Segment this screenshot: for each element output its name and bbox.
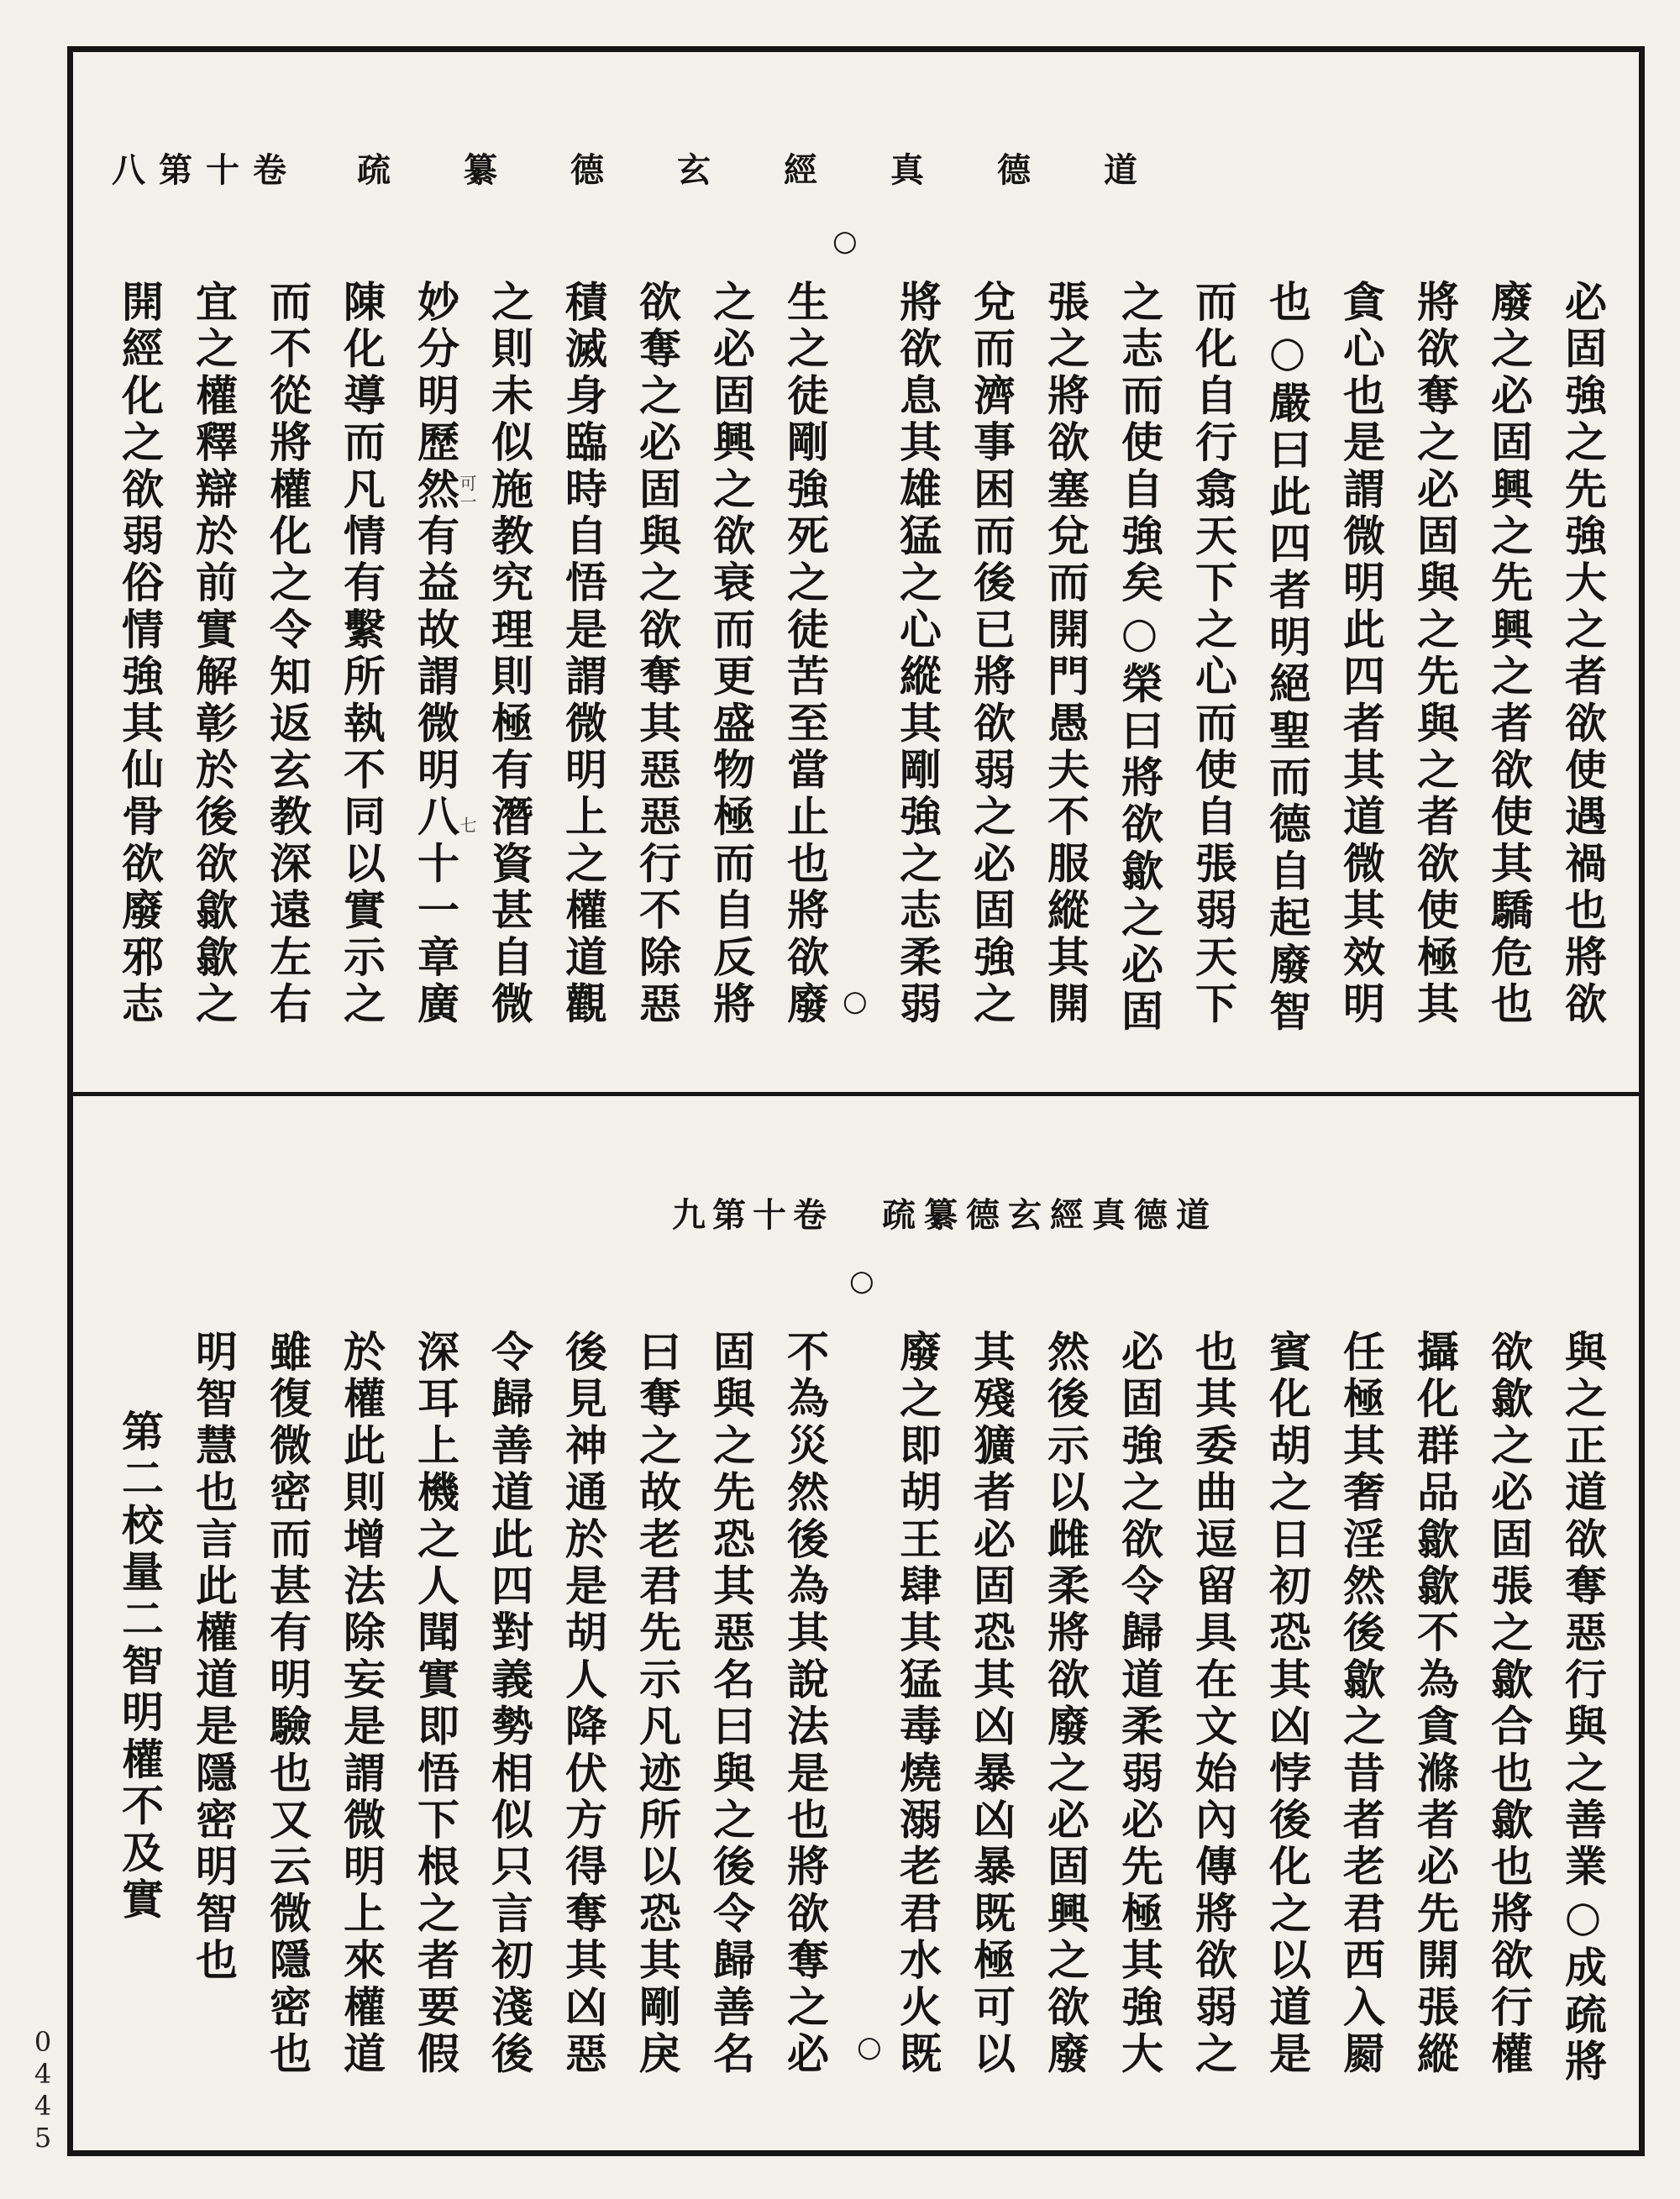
top-panel-circle-mark-top: ○ <box>832 224 858 258</box>
bottom-column-13: 曰奪之故老君先示凡迹所以恐其剛戾 <box>633 1330 682 2079</box>
top-header-title: 疏纂德玄經真德道 <box>357 150 1210 190</box>
bottom-column-2: 欲歙之必固張之歙合也歙也將欲行權 <box>1484 1330 1534 2079</box>
top-column-12: 之必固興之欲衰而更盛物極而自反將 <box>706 280 756 1029</box>
bottom-column-15: 令歸善道此四對義勢相似只言初淺後 <box>485 1330 534 2079</box>
page-number: 0445 <box>27 2026 59 2154</box>
bottom-column-4: 任極其奢淫然後歙之昔者老君西入罽 <box>1336 1330 1386 2079</box>
top-column-18: 而不從將權化之令知返玄教深遠左右 <box>263 280 312 1029</box>
top-column-5: 也○嚴曰此四者明絕聖而德自起廢智 <box>1263 280 1312 1037</box>
top-column-19: 宜之權釋辯於前實解彰於後欲歙歙之 <box>189 280 239 1029</box>
top-column-9: 兌而濟事困而後已將欲弱之必固強之 <box>967 280 1016 1029</box>
top-panel-circle-mark-bottom: ○ <box>843 984 868 1018</box>
top-column-20: 開經化之欲弱俗情強其仙骨欲廢邪志 <box>115 280 165 1029</box>
top-column-4: 貪心也是謂微明此四者其道微其效明 <box>1336 280 1386 1029</box>
top-column-17: 陳化導而凡情有繫所執不同以實示之 <box>337 280 386 1029</box>
bottom-column-10: 廢之即胡王肆其猛毒燒溺老君水火既 <box>893 1330 942 2079</box>
bottom-column-1: 與之正道欲奪惡行與之善業○成疏將 <box>1558 1330 1608 2086</box>
bottom-column-11: 不為災然後為其說法是也將欲奪之必 <box>780 1330 830 2079</box>
top-column-11: 生之徒剛強死之徒苦至當止也將欲廢 <box>780 280 830 1029</box>
bottom-panel-circle-mark-bottom: ○ <box>857 2030 882 2064</box>
top-column-15: 之則未似施教究理則極有潛資甚自微 <box>485 280 534 1029</box>
bottom-column-18: 雖復微密而甚有明驗也又云微隱密也 <box>263 1330 312 2079</box>
bottom-panel-circle-mark-top: ○ <box>849 1264 874 1298</box>
bottom-column-20: 第二校量二智明權不及實 <box>115 1409 165 1924</box>
top-column-1: 必固強之先強大之者欲使遇禍也將欲 <box>1558 280 1608 1029</box>
top-column-10: 將欲息其雄猛之心縱其剛強之志柔弱 <box>893 280 942 1029</box>
top-column-8: 張之將欲塞兌而開門愚夫不服縱其開 <box>1041 280 1090 1029</box>
bottom-column-8: 然後示以雌柔將欲廢之必固興之欲廢 <box>1041 1330 1090 2079</box>
bottom-column-17: 於權此則增法除妄是謂微明上來權道 <box>337 1330 386 2079</box>
top-column-16: 妙分明歷然有益故謂微明八十一章廣 <box>411 280 460 1029</box>
bottom-column-12: 固與之先恐其惡名曰與之後令歸善名 <box>706 1330 756 2079</box>
bottom-column-16: 深耳上機之人聞實即悟下根之者要假 <box>411 1330 460 2079</box>
top-column-3: 將欲奪之必固與之先與之者欲使極其 <box>1410 280 1460 1029</box>
top-header-volume: 八第十卷 <box>112 150 300 190</box>
top-column-13: 欲奪之必固與之欲奪其惡惡行不除惡 <box>633 280 682 1029</box>
bottom-header-title: 疏纂德玄經真德道 <box>882 1195 1218 1235</box>
bottom-column-6: 也其委曲逗留具在文始內傳將欲弱之 <box>1189 1330 1238 2079</box>
top-column-6: 而化自行翕天下之心而使自張弱天下 <box>1189 280 1238 1029</box>
bottom-column-9: 其殘獷者必固恐其凶暴凶暴既極可以 <box>967 1330 1016 2079</box>
bottom-column-14: 後見神通於是胡人降伏方得奪其凶惡 <box>559 1330 608 2079</box>
top-column-2: 廢之必固興之先興之者欲使其驕危也 <box>1484 280 1534 1029</box>
bottom-column-3: 攝化群品歙歙不為貪滌者必先開張縱 <box>1410 1330 1460 2079</box>
bottom-column-5: 賓化胡之日初恐其凶悖後化之以道是 <box>1263 1330 1312 2079</box>
bottom-column-7: 必固強之欲令歸道柔弱必先極其強大 <box>1115 1330 1164 2079</box>
bottom-header-volume: 九第十卷 <box>672 1195 833 1235</box>
top-column-7: 之志而使自強矣○榮曰將欲歙之必固 <box>1115 280 1164 1037</box>
top-column-14: 積滅身臨時自悟是謂微明上之權道觀 <box>559 280 608 1029</box>
top-panel-annotation-1: 可一 <box>457 475 477 512</box>
panel-divider <box>67 1092 1645 1096</box>
bottom-column-19: 明智慧也言此權道是隱密明智也 <box>189 1330 239 1985</box>
top-panel-annotation-2: 七 <box>457 816 477 835</box>
